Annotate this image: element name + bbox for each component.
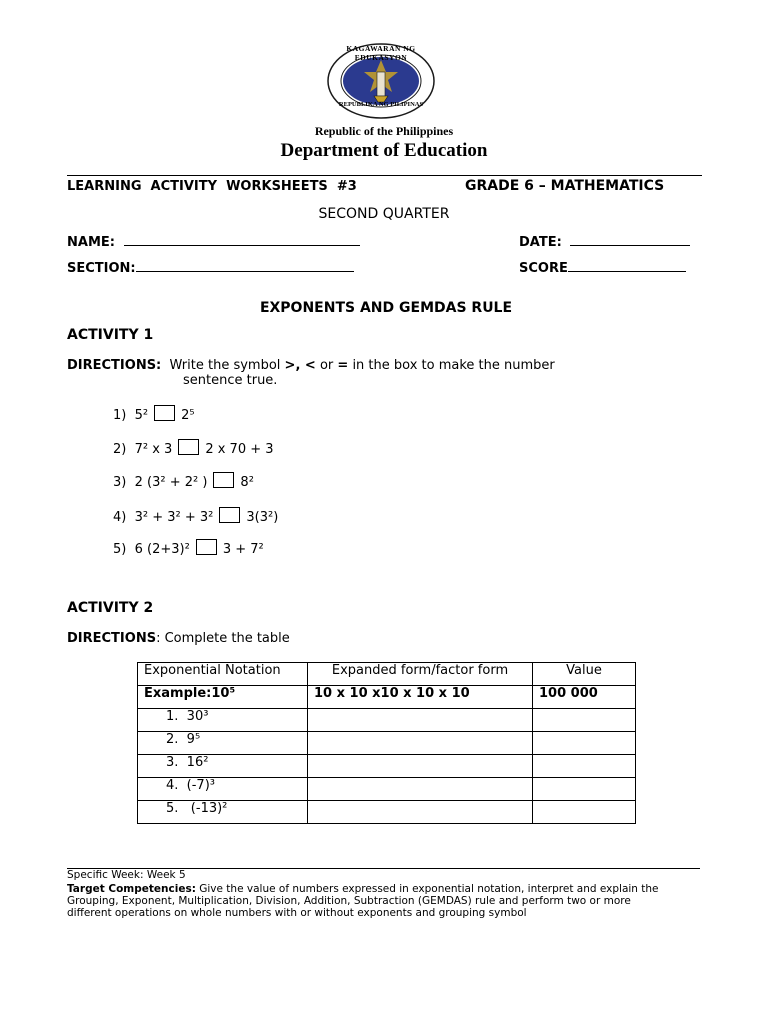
exponent-table [137, 662, 636, 824]
row-expanded-cell[interactable] [308, 709, 533, 732]
row-value-cell[interactable] [533, 709, 636, 732]
score-row [519, 259, 686, 276]
answer-box[interactable] [196, 539, 217, 555]
answer-box[interactable] [178, 439, 199, 455]
activity2-directions [67, 631, 290, 646]
item-right-expression: 2 x 70 + 3 [205, 442, 274, 457]
table-header-row [138, 663, 636, 686]
comparison-item-2 [113, 439, 274, 457]
symbol-equal: = [337, 358, 349, 373]
name-label: NAME: [67, 235, 115, 250]
directions-label: DIRECTIONS: [67, 358, 162, 373]
item-right-expression: 8² [240, 475, 254, 490]
comparison-item-3 [113, 472, 254, 490]
header-divider [67, 175, 702, 176]
answer-box[interactable] [219, 507, 240, 523]
worksheet-title: LEARNING ACTIVITY WORKSHEETS #3 [67, 179, 357, 194]
target-competencies [67, 883, 659, 895]
row-value-cell[interactable] [533, 801, 636, 824]
section-field[interactable] [136, 259, 354, 272]
row-expanded-cell[interactable] [308, 732, 533, 755]
directions-label: DIRECTIONS [67, 631, 157, 646]
table-row [138, 732, 636, 755]
directions-text-b: in the box to make the number [348, 358, 555, 373]
item-number: 3) [113, 475, 127, 490]
activity1-heading: ACTIVITY 1 [67, 327, 154, 343]
seal-top-text: KAGAWARAN NG EDUKASYON [346, 44, 416, 62]
name-row [67, 233, 360, 250]
row-notation: 2. 9⁵ [138, 732, 308, 755]
competencies-line-3: different operations on whole numbers with or without exponents and grouping symbol [67, 907, 527, 919]
row-value-cell[interactable] [533, 778, 636, 801]
answer-box[interactable] [213, 472, 234, 488]
score-field[interactable] [568, 259, 686, 272]
row-notation: 3. 16² [138, 755, 308, 778]
grade-subject: GRADE 6 – MATHEMATICS [465, 178, 665, 194]
item-left-expression: 6 (2+3)² [134, 542, 190, 557]
example-expanded: 10 x 10 x10 x 10 x 10 [308, 686, 533, 709]
item-right-expression: 3(3²) [246, 510, 279, 525]
row-value-cell[interactable] [533, 755, 636, 778]
comparison-item-1 [113, 405, 195, 423]
symbol-or: or [315, 358, 338, 373]
item-left-expression: 2 (3² + 2² ) [134, 475, 208, 490]
competencies-line-1: Give the value of numbers expressed in exponential notation, interpret and explain the [195, 883, 659, 895]
table-row [138, 801, 636, 824]
item-number: 2) [113, 442, 127, 457]
table-row [138, 755, 636, 778]
date-label: DATE: [519, 235, 562, 250]
quarter-label: SECOND QUARTER [318, 206, 450, 222]
row-notation: 1. 30³ [138, 709, 308, 732]
item-right-expression: 3 + 7² [222, 542, 264, 557]
symbol-greater: > [284, 358, 296, 373]
comparison-item-5 [113, 539, 264, 557]
symbol-less: < [304, 358, 316, 373]
symbol-separator: , [295, 358, 305, 373]
row-expanded-cell[interactable] [308, 778, 533, 801]
score-label: SCORE [519, 261, 568, 276]
row-value-cell[interactable] [533, 732, 636, 755]
directions-text-a: Write the symbol [169, 358, 285, 373]
department-title: Department of Education [280, 140, 488, 161]
header-expanded-form: Expanded form/factor form [308, 663, 533, 686]
table-row [138, 709, 636, 732]
example-value: 100 000 [533, 686, 636, 709]
activity1-directions [67, 358, 555, 373]
item-left-expression: 7² x 3 [134, 442, 173, 457]
item-number: 4) [113, 510, 127, 525]
directions-text: : Complete the table [156, 631, 290, 646]
specific-week: Specific Week: Week 5 [67, 869, 186, 881]
activity1-directions-cont: sentence true. [183, 373, 278, 388]
activity2-heading: ACTIVITY 2 [67, 600, 154, 616]
item-left-expression: 5² [134, 408, 149, 423]
republic-text: Republic of the Philippines [314, 124, 454, 138]
header-exponential-notation: Exponential Notation [138, 663, 308, 686]
row-notation: 4. (-7)³ [138, 778, 308, 801]
item-right-expression: 2⁵ [181, 408, 195, 423]
item-left-expression: 3² + 3² + 3² [134, 510, 214, 525]
row-notation: 5. (-13)² [138, 801, 308, 824]
item-number: 1) [113, 408, 127, 423]
competencies-line-2: Grouping, Exponent, Multiplication, Division, Addition, Subtraction (GEMDAS) rule and perform two or more [67, 895, 631, 907]
header-value: Value [533, 663, 636, 686]
section-label: SECTION: [67, 261, 136, 276]
table-row [138, 778, 636, 801]
date-field[interactable] [570, 233, 690, 246]
competencies-label: Target Competencies: [67, 883, 196, 895]
row-expanded-cell[interactable] [308, 755, 533, 778]
section-row [67, 259, 354, 276]
seal-bottom-text: REPUBLIKA NG PILIPINAS [338, 101, 424, 108]
row-expanded-cell[interactable] [308, 801, 533, 824]
topic-title: EXPONENTS AND GEMDAS RULE [259, 300, 513, 316]
comparison-item-4 [113, 507, 278, 525]
date-row [519, 233, 690, 250]
name-field[interactable] [124, 233, 360, 246]
example-notation: Example:10⁵ [138, 686, 308, 709]
answer-box[interactable] [154, 405, 175, 421]
item-number: 5) [113, 542, 127, 557]
table-example-row [138, 686, 636, 709]
